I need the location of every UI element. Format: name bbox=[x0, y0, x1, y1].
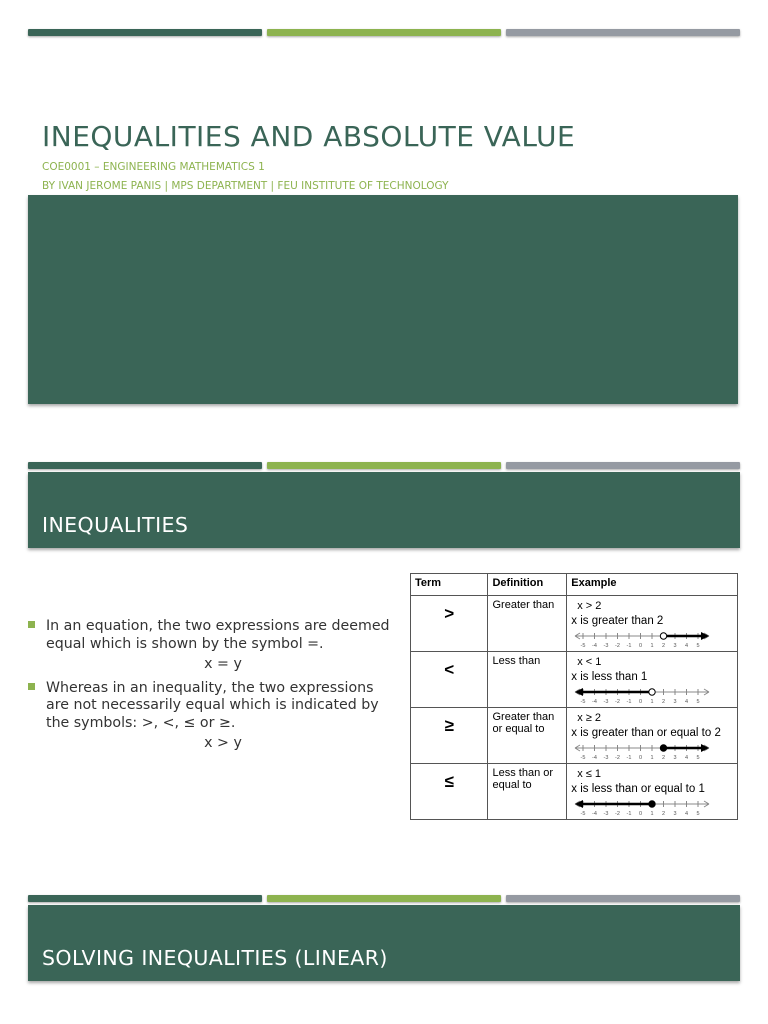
number-line-tick-label: -2 bbox=[615, 643, 621, 648]
number-line-tick-label: 0 bbox=[639, 643, 643, 648]
table-header: Definition bbox=[488, 574, 567, 596]
term-definition: Less than or equal to bbox=[488, 764, 567, 820]
number-line-tick-label: 1 bbox=[650, 699, 654, 704]
accent-stripe-green bbox=[267, 895, 501, 902]
number-line-tick-label: -2 bbox=[615, 755, 621, 760]
accent-stripe-dark bbox=[28, 895, 262, 902]
slide-title: INEQUALITIES AND ABSOLUTE VALUE bbox=[42, 120, 576, 153]
number-line-tick-label: 3 bbox=[673, 643, 677, 648]
table-header: Term bbox=[411, 574, 488, 596]
number-line-tick-label: 5 bbox=[696, 811, 700, 816]
number-line-tick-label: -5 bbox=[580, 699, 586, 704]
number-line-tick-label: -1 bbox=[626, 699, 632, 704]
term-definition: Less than bbox=[488, 652, 567, 708]
number-line-tick-label: -3 bbox=[603, 755, 609, 760]
closed-point-icon bbox=[649, 801, 655, 807]
open-point-icon bbox=[661, 633, 667, 639]
accent-stripe-green bbox=[267, 29, 501, 36]
example-expression: x ≥ 2 bbox=[577, 712, 602, 724]
term-definition: Greater than bbox=[488, 596, 567, 652]
number-line-tick-label: 5 bbox=[696, 699, 700, 704]
term-symbol: > bbox=[411, 596, 488, 652]
number-line-tick-label: -4 bbox=[592, 643, 598, 648]
example-expression: x ≤ 1 bbox=[577, 768, 602, 780]
number-line-tick-label: -1 bbox=[626, 811, 632, 816]
term-example bbox=[567, 764, 738, 820]
example-expression: x > 2 bbox=[577, 600, 602, 612]
table-row bbox=[411, 652, 738, 708]
number-line-graphic bbox=[571, 686, 711, 704]
inequality-table bbox=[410, 573, 738, 820]
number-line-tick-label: -5 bbox=[580, 643, 586, 648]
example-description: x is greater than or equal to 2 bbox=[571, 727, 721, 739]
bullet-item bbox=[28, 680, 400, 733]
accent-stripe-green bbox=[267, 462, 501, 469]
number-line-tick-label: -4 bbox=[592, 755, 598, 760]
term-definition: Greater than or equal to bbox=[488, 708, 567, 764]
number-line-tick-label: 3 bbox=[673, 699, 677, 704]
accent-stripe-gray bbox=[506, 895, 740, 902]
number-line-tick-label: 0 bbox=[639, 755, 643, 760]
number-line-tick-label: -2 bbox=[615, 811, 621, 816]
number-line-tick-label: 0 bbox=[639, 811, 643, 816]
number-line-tick-label: 1 bbox=[650, 643, 654, 648]
table-row bbox=[411, 708, 738, 764]
number-line-tick-label: 2 bbox=[662, 699, 666, 704]
number-line-tick-label: 4 bbox=[685, 643, 689, 648]
number-line-tick-label: 4 bbox=[685, 699, 689, 704]
number-line-tick-label: -5 bbox=[580, 811, 586, 816]
number-line-tick-label: -3 bbox=[603, 643, 609, 648]
term-example bbox=[567, 652, 738, 708]
number-line-tick-label: 2 bbox=[662, 755, 666, 760]
number-line-tick-label: 4 bbox=[685, 755, 689, 760]
number-line-graphic bbox=[571, 742, 711, 760]
author-subtitle: BY IVAN JEROME PANIS | MPS DEPARTMENT | FEU INSTITUTE OF TECHNOLOGY bbox=[42, 180, 449, 192]
bullet-item bbox=[28, 618, 400, 653]
bullet-square-icon bbox=[28, 683, 35, 690]
example-description: x is less than 1 bbox=[571, 671, 648, 683]
term-symbol: ≤ bbox=[411, 764, 488, 820]
open-point-icon bbox=[649, 689, 655, 695]
bullet-text: Whereas in an inequality, the two expressions are not necessarily equal which is indicated by the symbols: >, <, ≤ or ≥. bbox=[46, 679, 379, 731]
title-slide-banner bbox=[28, 195, 738, 404]
equation: x = y bbox=[204, 656, 242, 672]
section-title: INEQUALITIES bbox=[42, 513, 189, 537]
equation: x > y bbox=[204, 735, 242, 751]
number-line-tick-label: 1 bbox=[650, 811, 654, 816]
number-line-tick-label: -1 bbox=[626, 755, 632, 760]
bullet-list bbox=[28, 618, 400, 759]
number-line-tick-label: -4 bbox=[592, 699, 598, 704]
number-line-tick-label: -2 bbox=[615, 699, 621, 704]
number-line-tick-label: -4 bbox=[592, 811, 598, 816]
number-line-tick-label: 3 bbox=[673, 755, 677, 760]
term-symbol: ≥ bbox=[411, 708, 488, 764]
number-line-tick-label: 0 bbox=[639, 699, 643, 704]
number-line-tick-label: 4 bbox=[685, 811, 689, 816]
number-line-tick-label: 2 bbox=[662, 811, 666, 816]
accent-stripe-gray bbox=[506, 29, 740, 36]
number-line-tick-label: 3 bbox=[673, 811, 677, 816]
number-line-graphic bbox=[571, 798, 711, 816]
section-title: SOLVING INEQUALITIES (LINEAR) bbox=[42, 946, 388, 970]
example-description: x is less than or equal to 1 bbox=[571, 783, 705, 795]
closed-point-icon bbox=[661, 745, 667, 751]
term-example bbox=[567, 708, 738, 764]
number-line-tick-label: -3 bbox=[603, 811, 609, 816]
number-line-tick-label: -3 bbox=[603, 699, 609, 704]
number-line-tick-label: -5 bbox=[580, 755, 586, 760]
example-expression: x < 1 bbox=[577, 656, 602, 668]
accent-stripe-dark bbox=[28, 29, 262, 36]
accent-stripe-gray bbox=[506, 462, 740, 469]
accent-stripe-dark bbox=[28, 462, 262, 469]
section-header-solving bbox=[28, 905, 740, 981]
table-row bbox=[411, 596, 738, 652]
table-header: Example bbox=[567, 574, 738, 596]
example-description: x is greater than 2 bbox=[571, 615, 664, 627]
term-symbol: < bbox=[411, 652, 488, 708]
number-line-tick-label: 1 bbox=[650, 755, 654, 760]
bullet-text: In an equation, the two expressions are deemed equal which is shown by the symbol =. bbox=[46, 618, 390, 652]
section-header-inequalities bbox=[28, 472, 740, 548]
number-line-tick-label: 5 bbox=[696, 755, 700, 760]
number-line-tick-label: -1 bbox=[626, 643, 632, 648]
number-line-tick-label: 2 bbox=[662, 643, 666, 648]
table-row bbox=[411, 764, 738, 820]
term-example bbox=[567, 596, 738, 652]
course-subtitle: COE0001 – ENGINEERING MATHEMATICS 1 bbox=[42, 161, 265, 173]
number-line-graphic bbox=[571, 630, 711, 648]
number-line-tick-label: 5 bbox=[696, 643, 700, 648]
bullet-square-icon bbox=[28, 621, 35, 628]
